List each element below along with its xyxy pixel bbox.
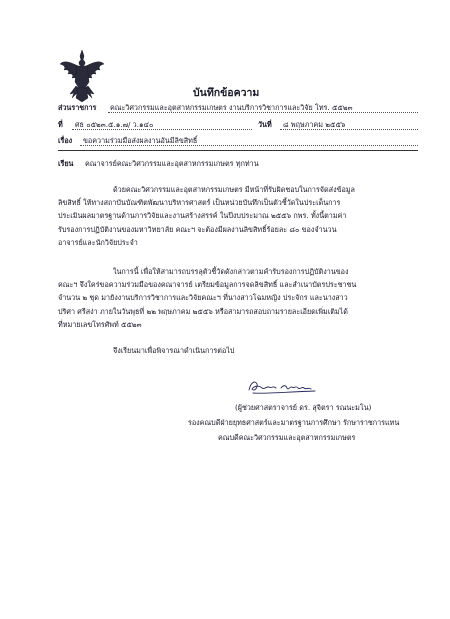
signer-position-1: รองคณบดีฝ่ายยุทธศาสตร์และมาตรฐานการศึกษา รักษาราชการแทน [188,418,400,427]
para1-line: ด้วยคณะวิศวกรรมและอุตสาหกรรมเกษตร มีหน้าที่รับผิดชอบในการจัดส่งข้อมูล [113,185,355,194]
date-value: ๘ พฤษภาคม ๒๕๕๖ [283,120,346,129]
header-separator [58,150,418,151]
handwritten-signature-icon [245,376,335,398]
to-label: เรียน [58,159,74,168]
agency-value: คณะวิศวกรรมและอุตสาหกรรมเกษตร งานบริการวิชาการและวิจัย โทร. ๕๕๒๓ [110,103,353,112]
subject-label: เรื่อง [58,136,73,145]
para1-line: ประเมินผลมาตรฐานด้านการวิจัยและงานสร้างสรรค์ ในปีงบประมาณ ๒๕๕๖ กพร. ทั้งนี้ตามค่า [58,211,347,221]
para2-line: ในการนี้ เพื่อให้สามารถบรรลุตัวชี้วัดดังกล่าวตามคำรับรองการปฏิบัติงานของ [113,267,349,276]
date-dotted-line [280,129,418,130]
date-label: วันที่ [258,120,272,129]
para1-line: ลิขสิทธิ์ ให้ทางสถาบันบัณฑิตพัฒนาบริหารศาสตร์ เป็นหน่วยบันทึกเป็นตัวชี้วัดในประเด็นการ [58,198,341,208]
para1-line: รับรองการปฏิบัติงานของมหาวิทยาลัย คณะฯ จะต้องมีผลงานลิขสิทธิ์ร้อยละ ๘๐ ของจำนวน [58,224,337,234]
ref-dotted-line [72,129,252,130]
body-paragraph-2 [58,265,356,331]
para1-line: อาจารย์และนักวิจัยประจำ [58,237,138,247]
signer-name: (ผู้ช่วยศาสตราจารย์ ดร. สุจิตรา รณนะมโน) [235,403,372,412]
para2-line: จำนวน ๒ ชุด มายังงานบริการวิชาการและวิจัยคณะฯ ที่นางสาวโฉมหญิง ประจักร และนางสาว [58,293,348,303]
garuda-emblem-icon [58,48,106,104]
closing-sentence: จึงเรียนมาเพื่อพิจารณาดำเนินการต่อไป [113,346,235,355]
agency-dotted-line [108,112,418,113]
para2-line: ที่หมายเลขโทรศัพท์ ๕๕๒๓ [58,319,142,329]
ref-value: ศธ ๐๕๒๓.๕.๑.๗/ ว.๑๔๐ [75,120,154,129]
ref-label: ที่ [58,120,63,129]
subject-dotted-line [80,145,418,146]
para2-line: ปริศา ศรีสง่า ภายในวันพุธที่ ๒๒ พฤษภาคม ๒๕๕๖ หรือสามารถสอบถามรายละเอียดเพิ่มเติมได้ [58,306,348,316]
to-value: คณาจารย์คณะวิศวกรรมและอุตสาหกรรมเกษตร ทุกท่าน [85,159,259,168]
signer-position-2: คณบดีคณะวิศวกรรมและอุตสาหกรรมเกษตร [218,433,356,442]
agency-label: ส่วนราชการ [58,103,97,112]
memo-title: บันทึกข้อความ [193,87,260,99]
body-paragraph-1 [58,183,355,249]
subject-value: ขอความร่วมมือส่งผลงานอันมีลิขสิทธิ์ [83,136,198,145]
para2-line: คณะฯ จึงใคร่ขอความร่วมมือของคณาจารย์ เตรียมข้อมูลการจดลิขสิทธิ์ และสำเนาบัตรประชาชน [58,280,357,290]
